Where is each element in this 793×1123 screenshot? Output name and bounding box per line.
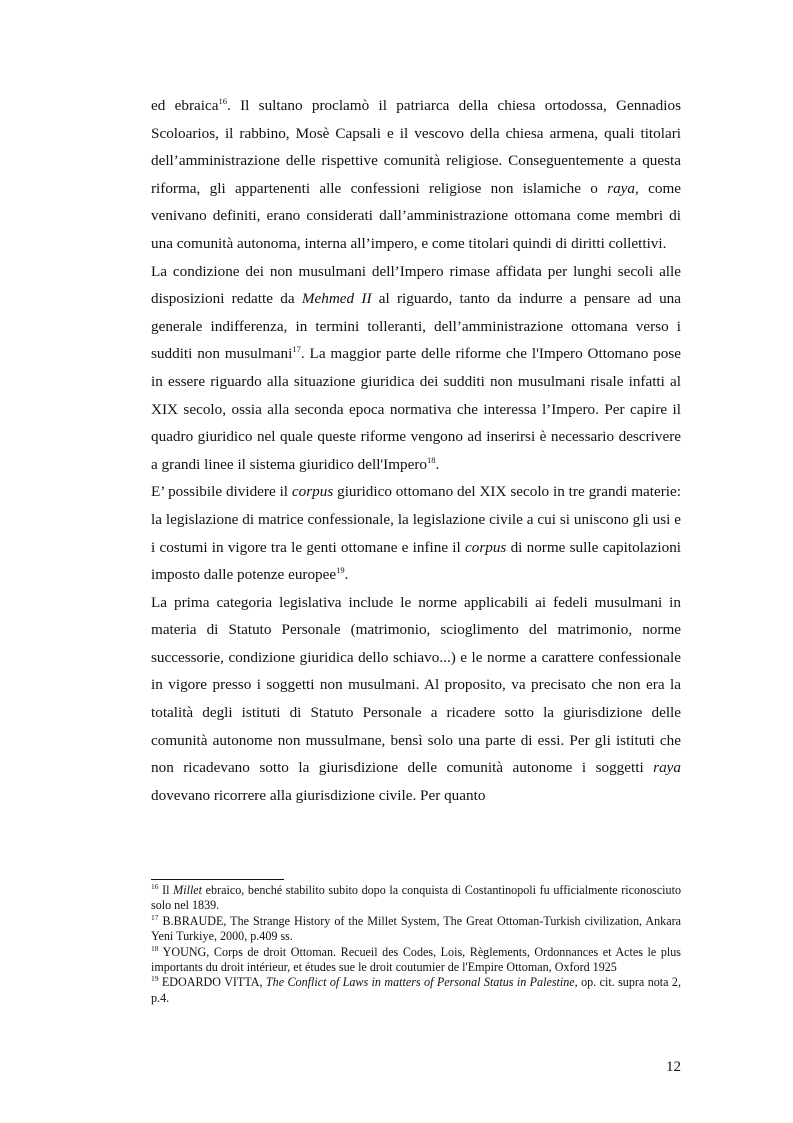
text-run: YOUNG, Corps de droit Ottoman. Recueil des Codes, Lois, Règlements, Ordonnances et Actes le plus importants du droit intérieur, et études sue le droit coutumier de l'Empire Ottoman, Oxford 1925 <box>151 944 681 975</box>
italic-text: Mehmed II <box>301 290 372 308</box>
text-run: Il <box>158 883 174 897</box>
footnote-marker: 18 <box>151 943 159 953</box>
text-run: La condizione dei non musulmani dell’Impero rimase affidata per lunghi secoli alle disposizioni redatte da <box>151 262 681 308</box>
footnote-marker: 19 <box>336 565 345 576</box>
italic-text: corpus <box>291 483 334 501</box>
italic-text: Millet <box>173 883 203 897</box>
footnote-marker: 19 <box>151 974 159 984</box>
text-run: giuridico ottomano del XIX secolo in tre grandi materie: la legislazione di matrice confessionale, la legislazione civile a cui si uniscono gli usi e i costumi in vigore tra le genti ottomane e infine il <box>151 483 681 556</box>
text-run: , op. cit. supra nota 2, p.4. <box>151 975 681 1005</box>
footnote-marker: 17 <box>292 344 301 355</box>
page-number: 12 <box>666 1059 681 1075</box>
text-run: . <box>435 455 440 473</box>
italic-text: corpus <box>464 538 507 556</box>
footnote <box>151 883 681 914</box>
paragraph <box>151 589 681 810</box>
italic-text: raya <box>653 759 681 777</box>
text-run: . La maggior parte delle riforme che l'Impero Ottomano pose in essere riguardo alla situazione giuridica dei sudditi non musulmani risale infatti al XIX secolo, ossia alla seconda epoca normativa che interessa l’Impero. Per capire il quadro giuridico nel quale queste riforme vengono ad inserirsi è necessario descrivere a grandi linee il sistema giuridico dell'Impero <box>151 345 681 473</box>
footnote-marker: 16 <box>151 881 159 891</box>
text-run: di norme sulle capitolazioni imposto dalle potenze europee <box>151 538 682 584</box>
paragraph <box>151 478 681 588</box>
text-run: . <box>344 566 349 584</box>
text-run: E’ possibile dividere il <box>151 483 292 501</box>
footnote <box>151 914 681 945</box>
text-run: . Il sultano proclamò il patriarca della chiesa ortodossa, Gennadios Scoloarios, il rabbino, Mosè Capsali e il vescovo della chiesa armena, quali titolari dell’amministrazione delle rispettive comunità religiose. Conseguentemente a questa riforma, gli appartenenti alle confessioni religiose non islamiche o <box>151 97 682 197</box>
text-run: ed ebraica <box>151 97 219 114</box>
text-run: B.BRAUDE, The Strange History of the Millet System, The Great Ottoman-Turkish civilization, Ankara Yeni Turkiye, 2000, p.409 ss. <box>151 913 681 944</box>
italic-text: The Conflict of Laws in matters of Personal Status in Palestine <box>265 975 575 990</box>
footnote-marker: 16 <box>218 95 227 106</box>
text-run: dovevano ricorrere alla giurisdizione civile. Per quanto <box>151 786 486 804</box>
body-text <box>151 92 681 809</box>
italic-text: raya <box>607 179 636 197</box>
text-run: La prima categoria legislativa include le norme applicabili ai fedeli musulmani in materia di Statuto Personale (matrimonio, scioglimento del matrimonio, norme successorie, condizione giuridica dello schiavo...) e le norme a carattere confessionale in vigore presso i soggetti non musulmani. Al proposito, va precisato che non era la totalità degli istituti di Statuto Personale a ricadere sotto la giurisdizione delle comunità autonome non mussulmane, bensì solo una parte di essi. Per gli istituti che non ricadevano sotto la giurisdizione delle comunità autonome i soggetti <box>151 593 681 777</box>
footnote-marker: 18 <box>427 454 436 465</box>
footnotes <box>151 883 681 1006</box>
text-run: al riguardo, tanto da indurre a pensare ad una generale indifferenza, in termini tolleranti, dell’amministrazione ottomana verso i sudditi non musulmani <box>151 290 682 363</box>
footnote <box>151 945 681 976</box>
paragraph <box>151 92 681 258</box>
text-run: , come venivano definiti, erano considerati dall’amministrazione ottomana come membri di una comunità autonoma, interna all’impero, e come titolari quindi di diritti collettivi. <box>151 179 682 252</box>
footnote-separator <box>151 879 284 880</box>
text-run: EDOARDO VITTA, <box>158 975 266 990</box>
footnote <box>151 975 681 1006</box>
footnote-marker: 17 <box>151 912 159 922</box>
paragraph <box>151 258 681 479</box>
text-run: ebraico, benché stabilito subito dopo la conquista di Costantinopoli fu ufficialmente riconosciuto solo nel 1839. <box>151 883 682 913</box>
